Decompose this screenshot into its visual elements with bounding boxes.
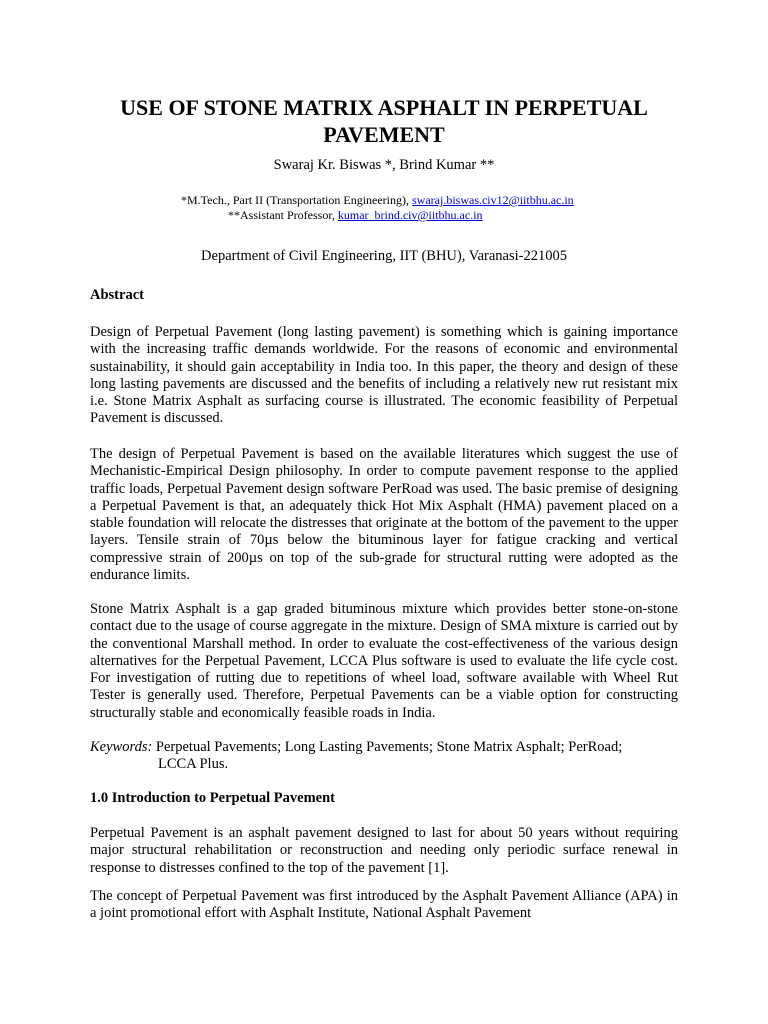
keywords — [90, 739, 622, 774]
affiliation-2 — [228, 208, 483, 223]
section-heading: 1.0 Introduction to Perpetual Pavement — [90, 790, 335, 806]
department: Department of Civil Engineering, IIT (BHU), Varanasi-221005 — [201, 248, 567, 264]
abstract-heading: Abstract — [90, 287, 144, 303]
abstract-paragraph-3: Stone Matrix Asphalt is a gap graded bituminous mixture which provides better stone-on-stone contact due to the usage of course aggregate in the mixture. Design of SMA mixture is carried out by the conventional Marshall method. In order to evaluate the cost-effectiveness of the various design alternatives for the Perpetual Pavement, LCCA Plus software is used to evaluate the life cycle cost. For investigation of rutting due to repetitions of wheel load, software available with Wheel Rut Tester is generally used. Therefore, Perpetual Pavements can be a viable option for constructing structurally stable and economically feasible roads in India. — [90, 601, 678, 721]
affiliation-1-text: *M.Tech., Part II (Transportation Engineering), — [181, 193, 409, 207]
affiliation-1-email-link[interactable]: swaraj.biswas.civ12@iitbhu.ac.in — [412, 193, 574, 207]
keywords-line-1: Perpetual Pavements; Long Lasting Pavements; Stone Matrix Asphalt; PerRoad; — [155, 739, 623, 755]
affiliation-2-text: **Assistant Professor, — [228, 208, 335, 222]
abstract-paragraph-2: The design of Perpetual Pavement is based on the available literatures which suggest the use of Mechanistic-Empirical Design philosophy. In order to compute pavement response to the applied traffic loads, Perpetual Pavement design software PerRoad was used. The basic premise of designing a Perpetual Pavement is that, an adequately thick Hot Mix Asphalt (HMA) pavement placed on a stable foundation will relocate the distresses that originate at the bottom of the pavement to the upper layers. Tensile strain of 70µs below the bituminous layer for fatigue cracking and vertical compressive strain of 200µs on top of the sub-grade for structural rutting were adopted as the endurance limits. — [90, 446, 678, 584]
affiliation-1 — [181, 193, 574, 208]
author-list: Swaraj Kr. Biswas *, Brind Kumar ** — [273, 157, 495, 173]
paper-title: USE OF STONE MATRIX ASPHALT IN PERPETUAL PAVEMENT — [120, 95, 648, 147]
section-paragraph-2: The concept of Perpetual Pavement was first introduced by the Asphalt Pavement Alliance (APA) in a joint promotional effort with Asphalt Institute, National Asphalt Pavement — [90, 888, 678, 922]
keywords-line-2: LCCA Plus. — [158, 756, 229, 773]
abstract-paragraph-1: Design of Perpetual Pavement (long lasting pavement) is something which is gaining importance with the increasing traffic demands worldwide. For the reasons of economic and environmental sustainability, it should gain acceptability in India too. In this paper, the theory and design of these long lasting pavements are discussed and the benefits of including a relatively new rut resistant mix i.e. Stone Matrix Asphalt as surfacing course is illustrated. The economic feasibility of Perpetual Pavement is discussed. — [90, 324, 678, 427]
affiliation-2-email-link[interactable]: kumar_brind.civ@iitbhu.ac.in — [337, 208, 483, 222]
section-paragraph-1: Perpetual Pavement is an asphalt pavement designed to last for about 50 years without requiring major structural rehabilitation or reconstruction and needing only periodic surface renewal in response to distresses confined to the top of the pavement [1]. — [90, 825, 678, 876]
keywords-label: Keywords: — [90, 739, 153, 755]
